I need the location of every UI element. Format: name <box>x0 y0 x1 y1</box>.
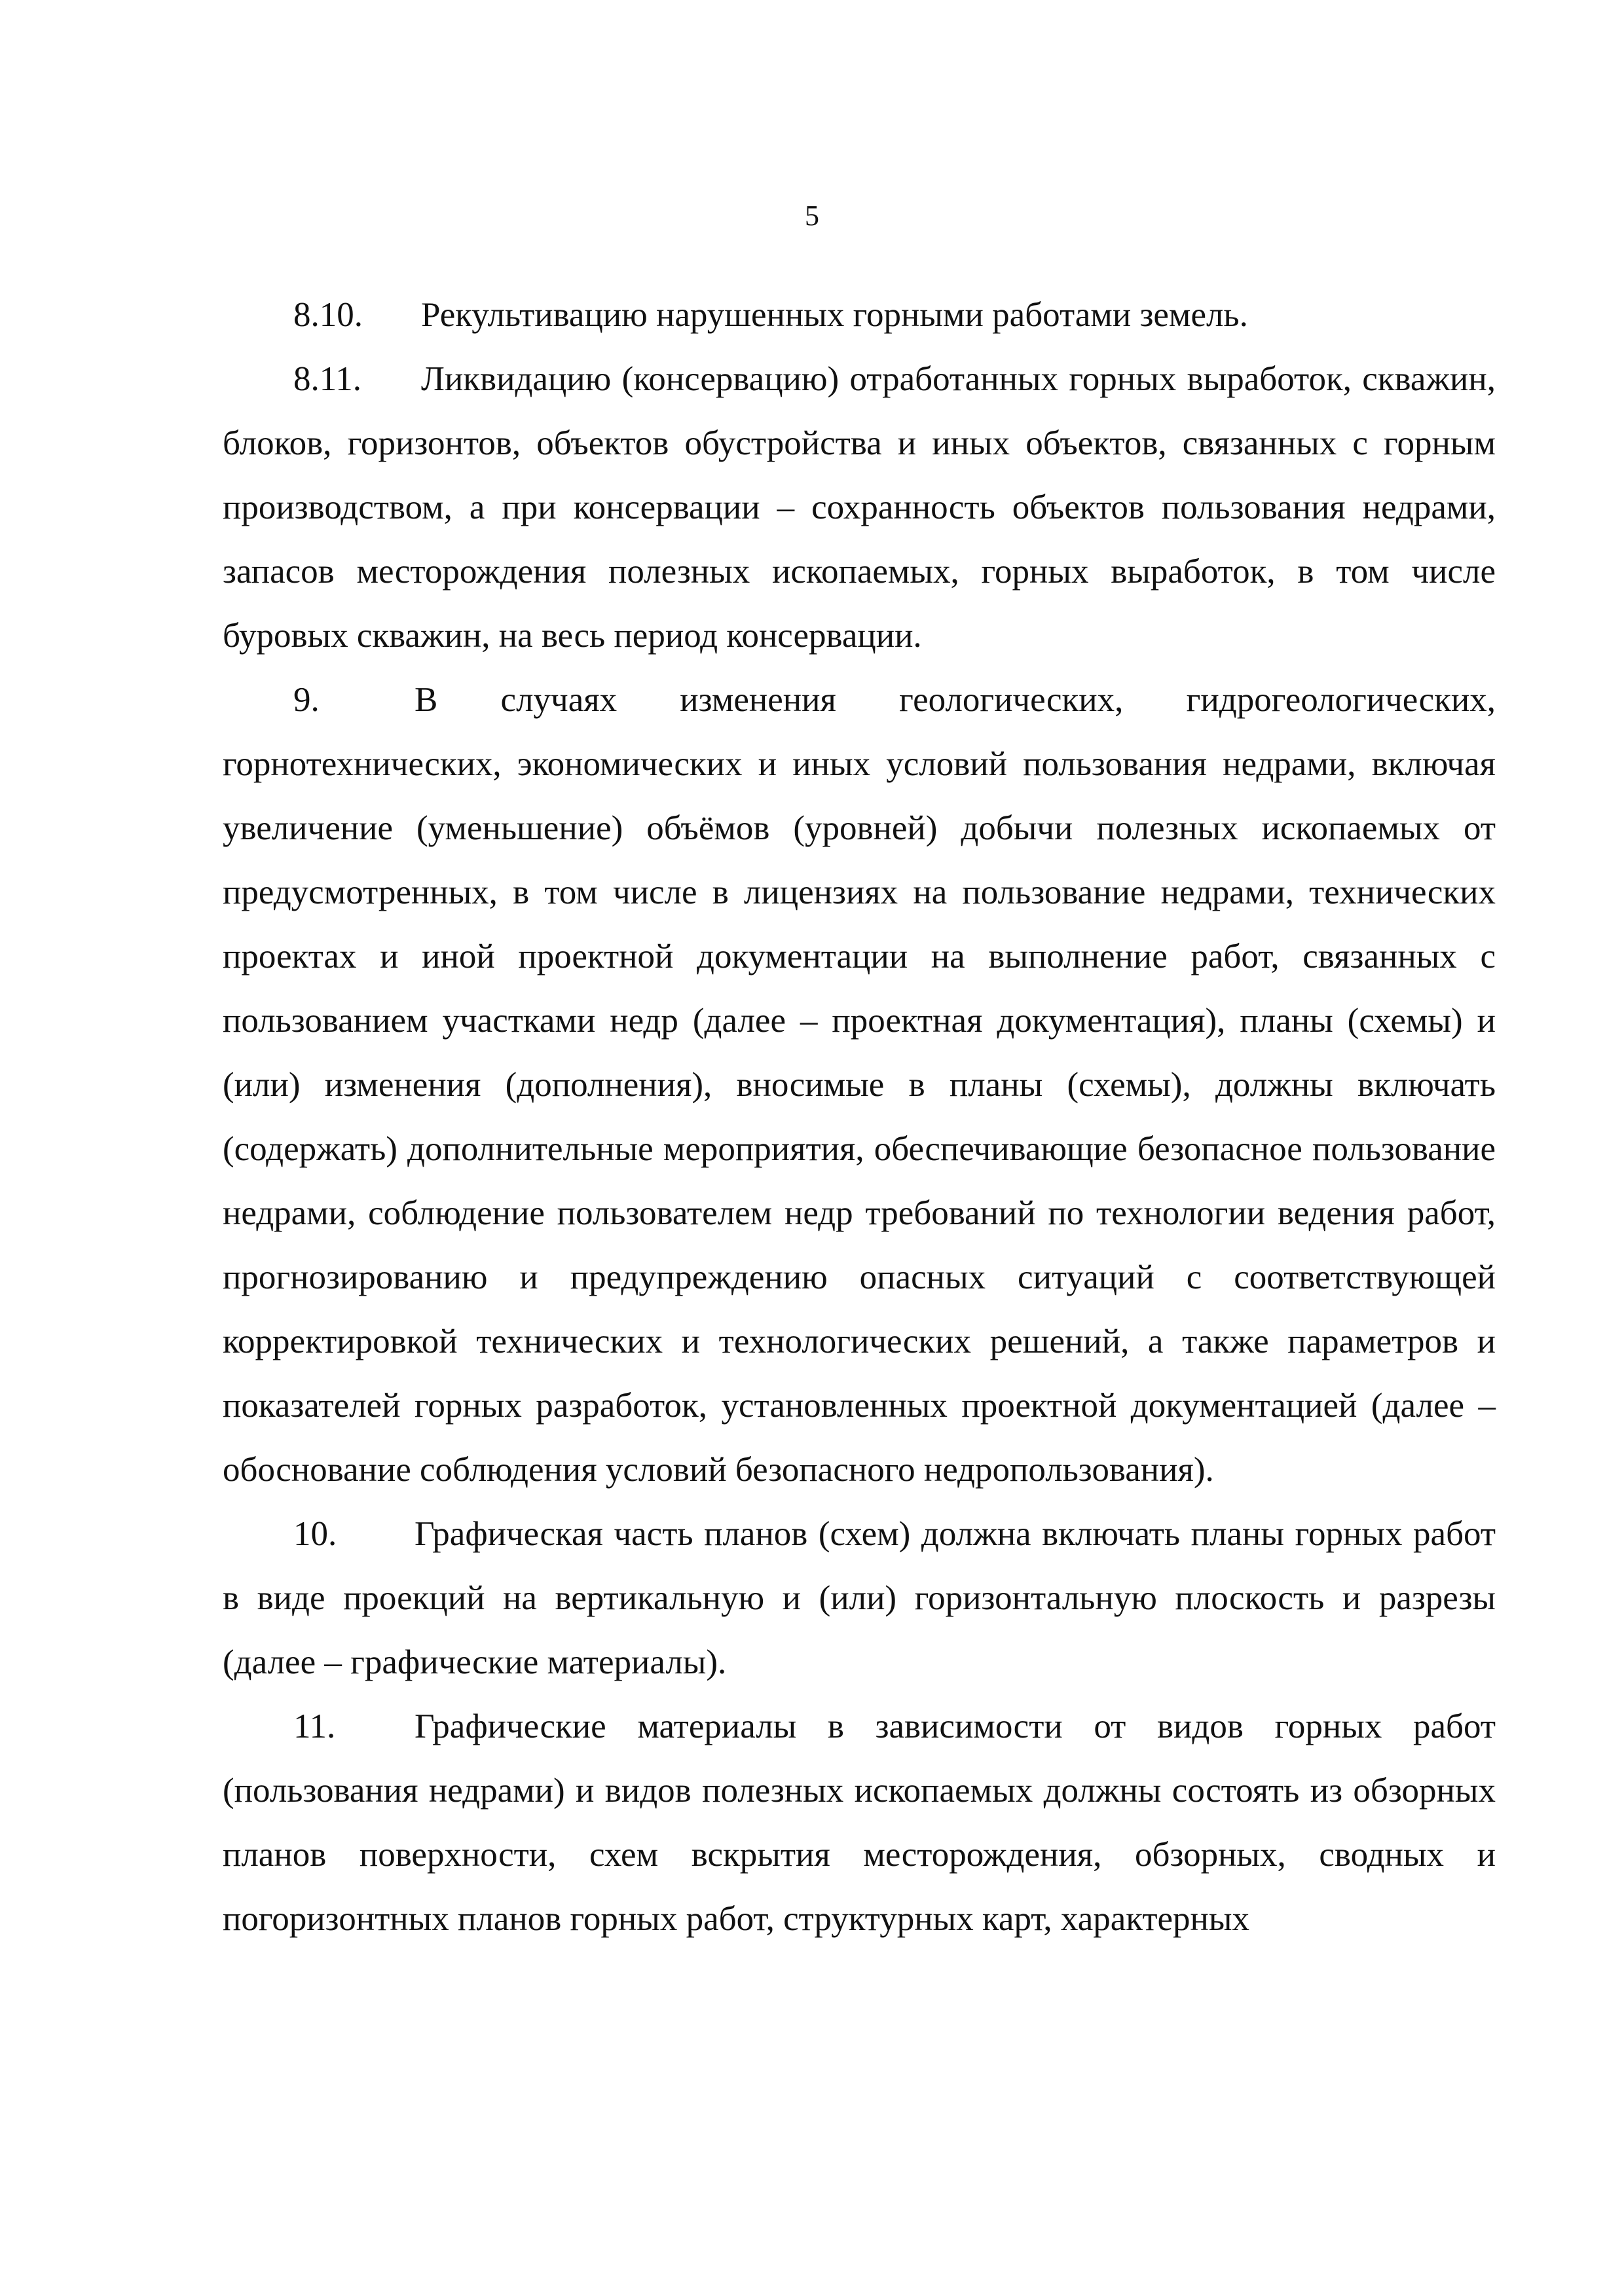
paragraph-8-11 <box>223 347 1496 668</box>
paragraph-text: В случаях изменения геологических, гидрогеологических, горнотехнических, экономических и иных условий пользования недрами, включая увеличение (уменьшение) объёмов (уровней) добычи полезных ископаемых от предусмотренных, в том числе в лицензиях на пользование недрами, технических проектах и иной проектной документации на выполнение работ, связанных с пользованием участками недр (далее – проектная документация), планы (схемы) и (или) изменения (дополнения), вносимые в планы (схемы), должны включать (содержать) дополнительные мероприятия, обеспечивающие безопасное пользование недрами, соблюдение пользователем недр требований по технологии ведения работ, прогнозированию и предупреждению опасных ситуаций с соответствующей корректировкой технических и технологических решений, а также параметров и показателей горных разработок, установленных проектной документацией (далее – обоснование соблюдения условий безопасного недропользования). <box>223 681 1496 1489</box>
paragraph-number: 8.10. <box>293 296 363 334</box>
paragraph-number: 10. <box>293 1515 337 1553</box>
page-number: 5 <box>805 200 819 232</box>
paragraph-number: 8.11. <box>293 360 362 398</box>
paragraph-number: 11. <box>293 1707 336 1745</box>
paragraph-text: Графическая часть планов (схем) должна включать планы горных работ в виде проекций на вертикальную и (или) горизонтальную плоскость и разрезы (далее – графические материалы). <box>223 1515 1496 1681</box>
paragraph-10 <box>223 1502 1496 1694</box>
document-body <box>223 283 1496 1951</box>
paragraph-9 <box>223 668 1496 1502</box>
paragraph-text: Графические материалы в зависимости от видов горных работ (пользования недрами) и видов полезных ископаемых должны состоять из обзорных планов поверхности, схем вскрытия месторождения, обзорных, сводных и погоризонтных планов горных работ, структурных карт, характерных <box>223 1707 1496 1938</box>
paragraph-text: Ликвидацию (консервацию) отработанных горных выработок, скважин, блоков, горизонтов, объектов обустройства и иных объектов, связанных с горным производством, а при консервации – сохранность объектов пользования недрами, запасов месторождения полезных ископаемых, горных выработок, в том числе буровых скважин, на весь период консервации. <box>223 360 1496 655</box>
paragraph-number: 9. <box>293 681 320 719</box>
paragraph-11 <box>223 1694 1496 1951</box>
paragraph-8-10 <box>223 283 1496 347</box>
paragraph-text: Рекультивацию нарушенных горными работами земель. <box>421 296 1248 334</box>
